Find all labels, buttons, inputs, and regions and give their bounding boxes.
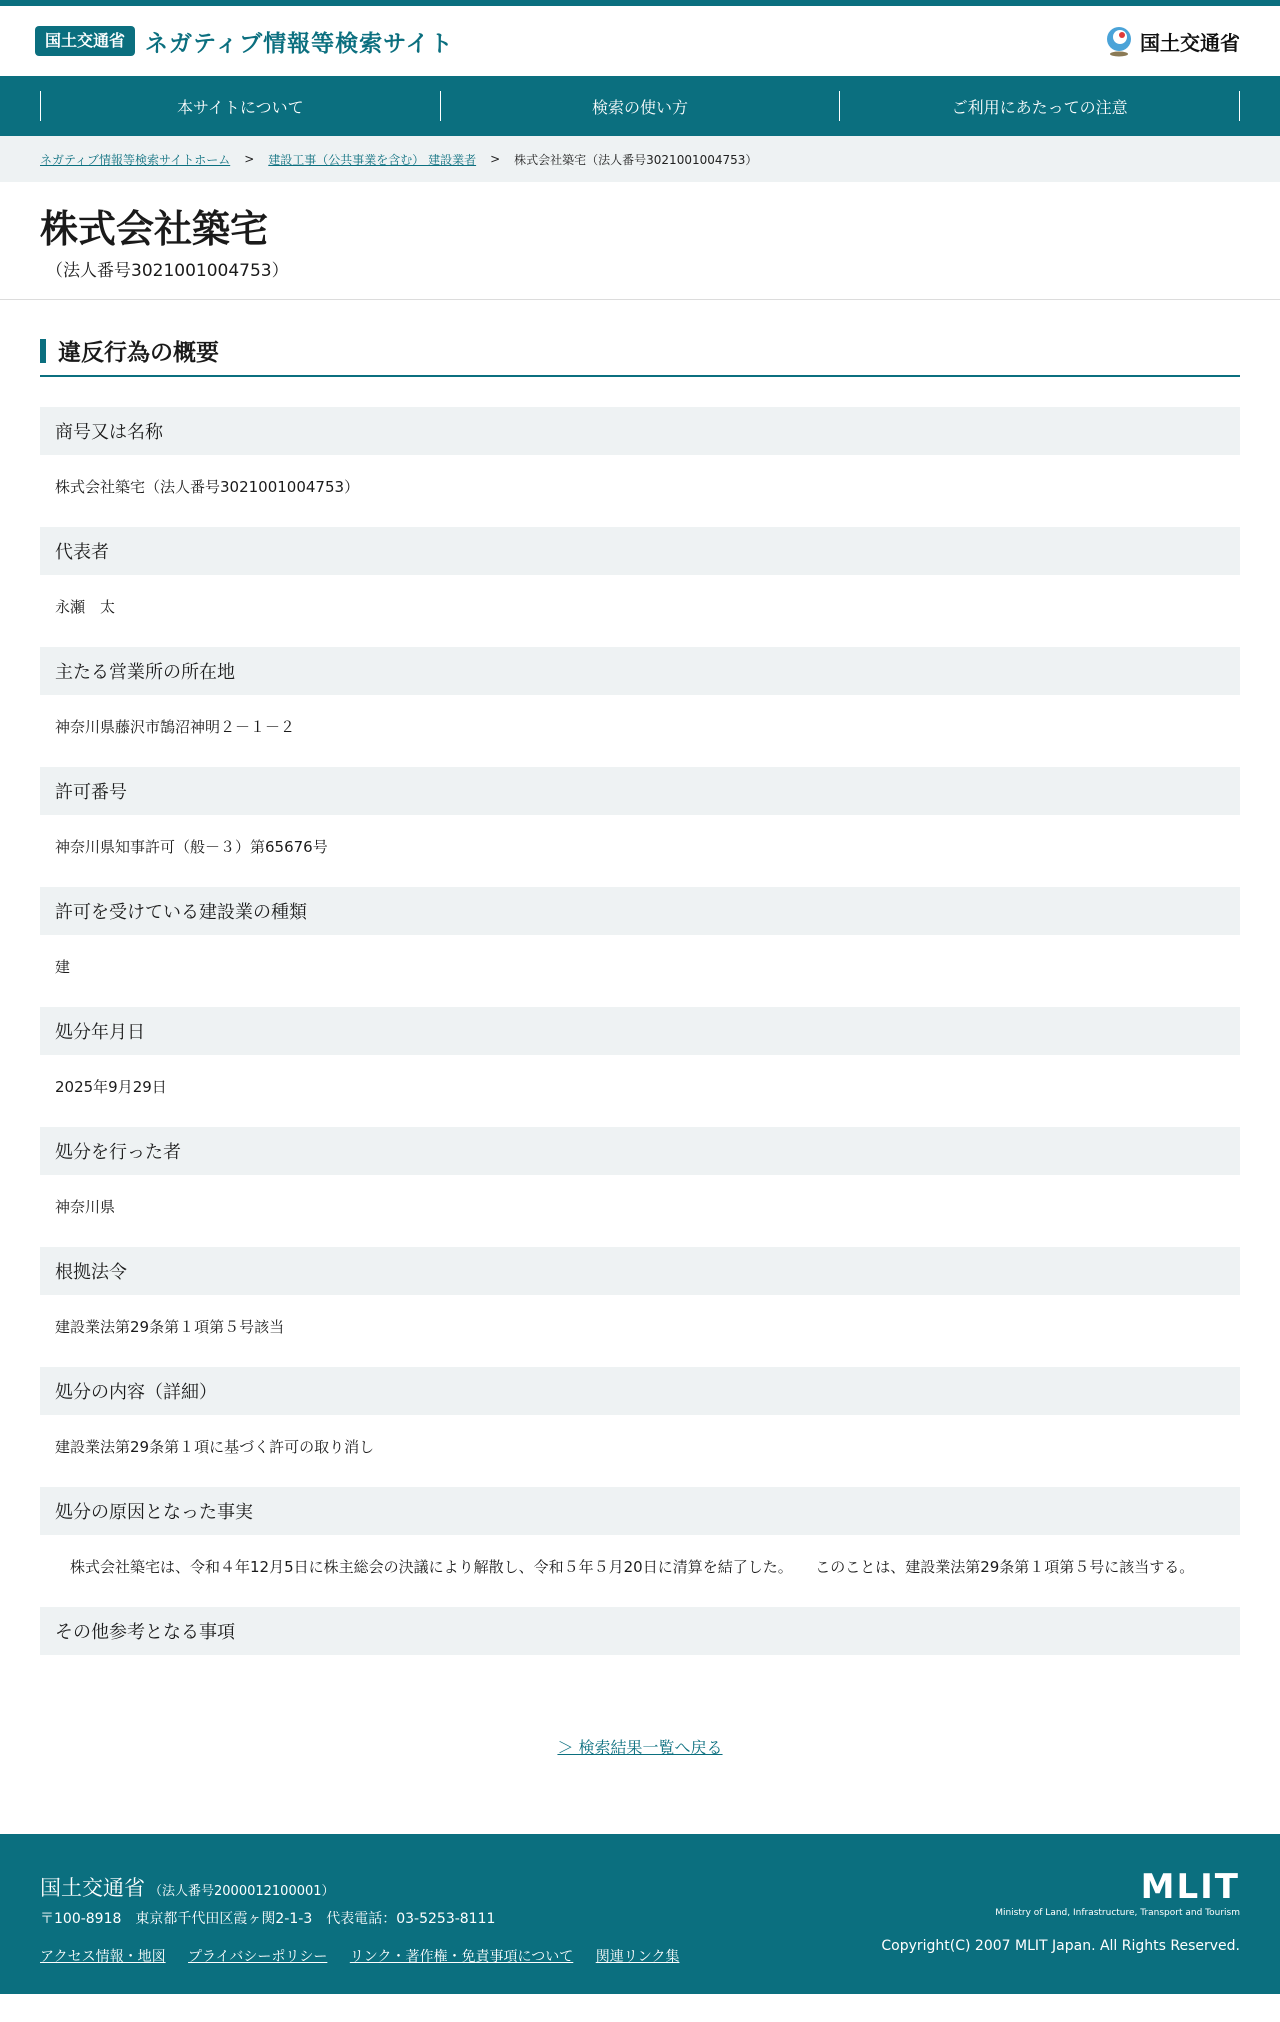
site-brand[interactable] <box>35 25 454 58</box>
footer-link-privacy[interactable]: プライバシーポリシー <box>188 1949 328 1965</box>
field-label: その他参考となる事項 <box>40 1607 1240 1655</box>
back-to-results-link[interactable]: ＞ 検索結果一覧へ戻る <box>557 1738 723 1757</box>
section-heading <box>40 334 1240 377</box>
field-label: 商号又は名称 <box>40 407 1240 455</box>
site-footer <box>0 1834 1280 1994</box>
breadcrumb <box>0 136 1280 182</box>
footer-address: 〒100-8918 東京都千代田区霞ヶ関2-1-3 代表電話：03-5253-8111 <box>40 1911 496 1927</box>
field-value: 神奈川県藤沢市鵠沼神明２－１－２ <box>55 718 296 736</box>
field-disposition-date <box>40 1007 1240 1099</box>
footer-link-access[interactable]: アクセス情報・地図 <box>40 1949 166 1965</box>
corporate-number: （法人番号3021001004753） <box>46 261 289 281</box>
field-label: 処分の原因となった事実 <box>40 1487 1240 1535</box>
company-name: 株式会社築宅 <box>40 207 269 251</box>
breadcrumb-home-link[interactable]: ネガティブ情報等検索サイトホーム <box>40 152 231 167</box>
mlit-logo-text: 国土交通省 <box>1140 30 1240 55</box>
field-main-office <box>40 647 1240 739</box>
ministry-badge: 国土交通省 <box>35 26 135 56</box>
field-label: 主たる営業所の所在地 <box>40 647 1240 695</box>
field-representative <box>40 527 1240 619</box>
footer-mlit-logo <box>995 1867 1240 1918</box>
section-heading-text: 違反行為の概要 <box>58 340 219 366</box>
field-other-notes <box>40 1607 1240 1655</box>
footer-logo-sub: Ministry of Land, Infrastructure, Transport and Tourism <box>995 1908 1240 1918</box>
field-label: 代表者 <box>40 527 1240 575</box>
field-value: 2025年9月29日 <box>55 1078 167 1096</box>
field-value: 建設業法第29条第１項に基づく許可の取り消し <box>55 1438 375 1456</box>
site-title: ネガティブ情報等検索サイト <box>145 30 454 57</box>
nav-about[interactable]: 本サイトについて <box>40 91 440 121</box>
field-value: 株式会社築宅（法人番号3021001004753） <box>55 478 360 496</box>
main-content <box>0 300 1280 1758</box>
field-value: 神奈川県知事許可（般－３）第65676号 <box>55 838 328 856</box>
footer-link-copyright[interactable]: リンク・著作権・免責事項について <box>349 1949 574 1965</box>
footer-logo-main: MLIT <box>1140 1867 1240 1907</box>
footer-org-name: 国土交通省 <box>40 1876 145 1900</box>
breadcrumb-separator: > <box>490 152 501 166</box>
field-value: 株式会社築宅は、令和４年12月5日に株主総会の決議により解散し、令和５年５月20日に清算を結了した。 このことは、建設業法第29条第１項第５号に該当する。 <box>70 1558 1195 1576</box>
field-value: 神奈川県 <box>55 1198 116 1216</box>
nav-usage-notes[interactable]: ご利用にあたっての注意 <box>839 91 1240 121</box>
breadcrumb-separator: > <box>244 152 255 166</box>
field-license-number <box>40 767 1240 859</box>
footer-link-related[interactable]: 関連リンク集 <box>595 1949 680 1965</box>
company-title-block <box>0 182 1280 300</box>
field-label: 根拠法令 <box>40 1247 1240 1295</box>
field-label: 許可番号 <box>40 767 1240 815</box>
field-label: 処分の内容（詳細） <box>40 1367 1240 1415</box>
field-legal-basis <box>40 1247 1240 1339</box>
field-disposition-details <box>40 1367 1240 1459</box>
breadcrumb-category-link[interactable]: 建設工事（公共事業を含む） 建設業者 <box>268 152 477 167</box>
heading-accent-bar <box>40 339 46 363</box>
field-value: 永瀬 太 <box>55 598 116 616</box>
footer-org-number: （法人番号2000012100001） <box>149 1884 335 1899</box>
mlit-emblem-icon <box>1104 25 1134 57</box>
field-value: 建 <box>55 958 71 976</box>
nav-how-to-search[interactable]: 検索の使い方 <box>440 91 840 121</box>
back-link-container <box>40 1735 1240 1758</box>
breadcrumb-current: 株式会社築宅（法人番号3021001004753） <box>514 152 758 167</box>
field-business-type <box>40 887 1240 979</box>
field-label: 処分年月日 <box>40 1007 1240 1055</box>
field-disposing-authority <box>40 1127 1240 1219</box>
field-label: 許可を受けている建設業の種類 <box>40 887 1240 935</box>
field-trade-name <box>40 407 1240 499</box>
copyright: Copyright(C) 2007 MLIT Japan. All Rights Reserved. <box>881 1938 1240 1954</box>
field-value: 建設業法第29条第１項第５号該当 <box>55 1318 285 1336</box>
site-header <box>0 6 1280 76</box>
field-label: 処分を行った者 <box>40 1127 1240 1175</box>
mlit-logo[interactable] <box>1104 25 1240 57</box>
field-cause-facts <box>40 1487 1240 1579</box>
global-nav <box>0 76 1280 136</box>
